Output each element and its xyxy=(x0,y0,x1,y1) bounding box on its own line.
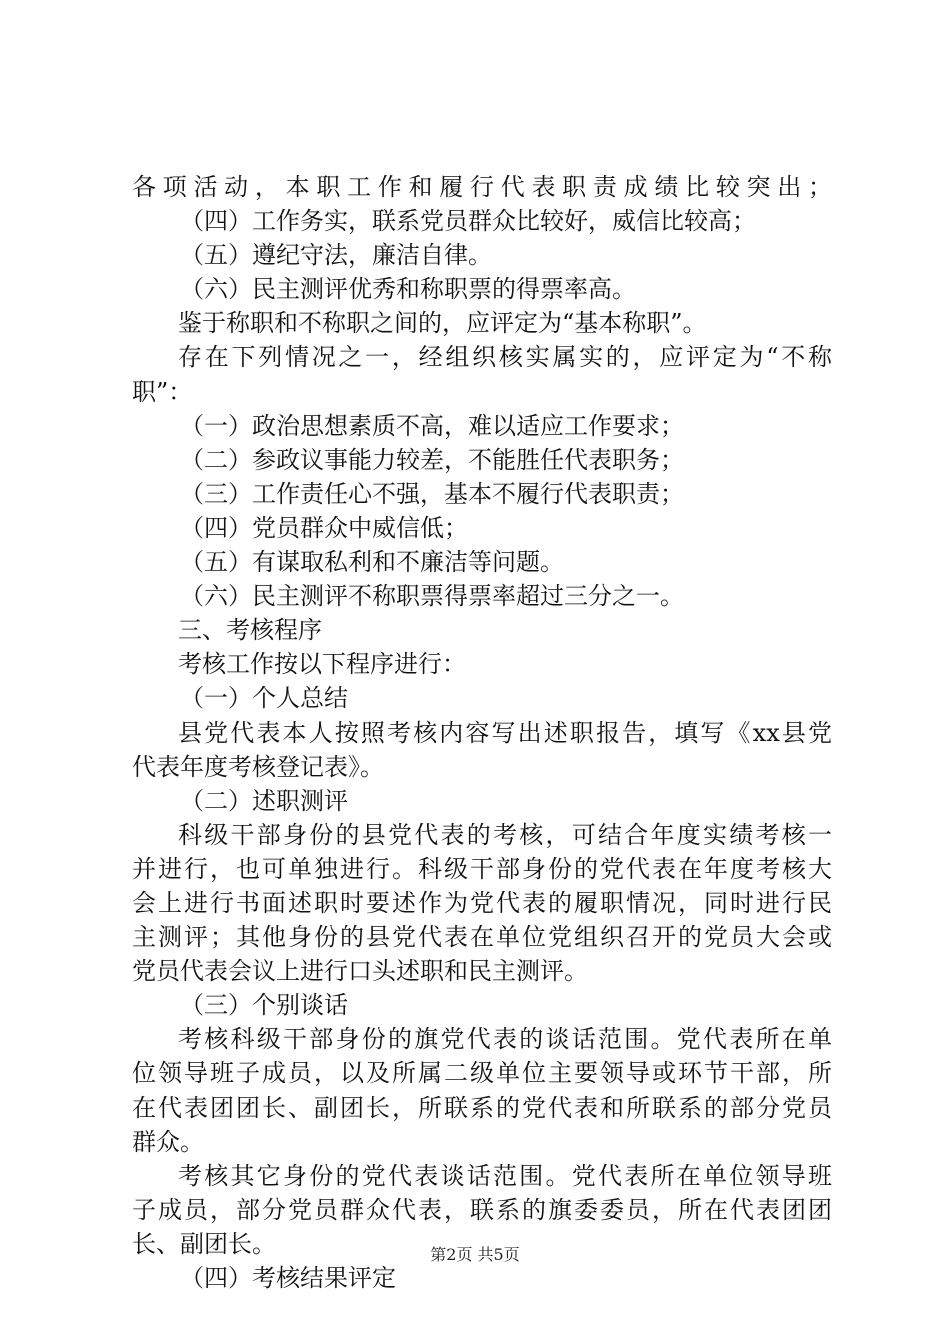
text-line: 职”： xyxy=(132,377,193,406)
text-line: （一）政治思想素质不高，难以适应工作要求； xyxy=(180,411,684,440)
text-line: 并进行，也可单独进行。科级干部身份的党代表在年度考核大 xyxy=(132,854,832,883)
text-line: 长、副团长。 xyxy=(132,1229,276,1258)
text-line: 各项活动，本职工作和履行代表职责成绩比较突出； xyxy=(132,173,832,201)
text-line: 群众。 xyxy=(132,1127,204,1156)
text-line: 考核工作按以下程序进行： xyxy=(178,650,466,679)
text-line: （五）有谋取私利和不廉洁等问题。 xyxy=(180,548,564,577)
text-line: 考核其它身份的党代表谈话范围。党代表所在单位领导班 xyxy=(178,1161,832,1190)
page-number-footer: 第2页 共5页 xyxy=(430,1245,520,1264)
text-line: （二）参政议事能力较差，不能胜任代表职务； xyxy=(180,445,684,474)
text-line: 子成员，部分党员群众代表，联系的旗委委员，所在代表团团 xyxy=(132,1195,832,1224)
subsection-heading: （一）个人总结 xyxy=(180,684,348,713)
text-line: 县党代表本人按照考核内容写出述职报告，填写《xx县党 xyxy=(178,718,832,747)
text-line: 党员代表会议上进行口头述职和民主测评。 xyxy=(132,957,588,986)
text-line: 考核科级干部身份的旗党代表的谈话范围。党代表所在单 xyxy=(178,1025,832,1054)
text-line: （四）工作务实，联系党员群众比较好，威信比较高； xyxy=(180,207,756,236)
text-line: （三）工作责任心不强，基本不履行代表职责； xyxy=(180,479,684,508)
text-line: 代表年度考核登记表》。 xyxy=(132,752,384,781)
section-heading: 三、考核程序 xyxy=(178,616,322,645)
text-line: （四）党员群众中威信低； xyxy=(180,513,468,542)
text-line: 科级干部身份的县党代表的考核，可结合年度实绩考核一 xyxy=(178,820,832,849)
text-line: （五）遵纪守法，廉洁自律。 xyxy=(180,241,492,270)
text-line: 会上进行书面述职时要述作为党代表的履职情况，同时进行民 xyxy=(132,888,832,917)
text-line: 鉴于称职和不称职之间的，应评定为“基本称职”。 xyxy=(178,309,707,338)
text-line: 存在下列情况之一，经组织核实属实的，应评定为“不称 xyxy=(178,343,832,372)
subsection-heading: （二）述职测评 xyxy=(180,786,348,815)
text-line: （六）民主测评不称职票得票率超过三分之一。 xyxy=(180,582,684,611)
text-line: 在代表团团长、副团长，所联系的党代表和所联系的部分党员 xyxy=(132,1093,832,1122)
text-line: 位领导班子成员，以及所属二级单位主要领导或环节干部，所 xyxy=(132,1059,832,1088)
document-body xyxy=(132,170,832,1295)
text-line: （六）民主测评优秀和称职票的得票率高。 xyxy=(180,275,636,304)
text-line: 主测评；其他身份的县党代表在单位党组织召开的党员大会或 xyxy=(132,923,832,952)
subsection-heading: （三）个别谈话 xyxy=(180,991,348,1020)
subsection-heading: （四）考核结果评定 xyxy=(180,1264,396,1292)
